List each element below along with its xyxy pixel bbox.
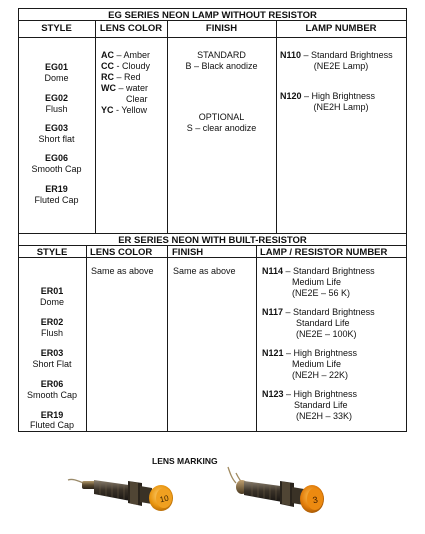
- eg-style-desc: Short flat: [38, 134, 75, 144]
- er-style-code: ER02: [40, 317, 64, 327]
- er-header-finish: FINISH: [172, 247, 204, 258]
- lens-marking-title: LENS MARKING: [152, 456, 218, 466]
- eg-style-desc: Dome: [44, 73, 69, 83]
- er-title: ER SERIES NEON WITH BUILT-RESISTOR: [118, 235, 307, 246]
- er-header-lamp: LAMP / RESISTOR NUMBER: [260, 247, 388, 258]
- eg-header-lens: LENS COLOR: [99, 23, 163, 34]
- eg-style-code: ER19: [45, 184, 68, 194]
- er-style-desc: Short Flat: [32, 359, 72, 369]
- eg-lamp-line: N110 – Standard Brightness: [280, 50, 393, 60]
- eg-lamp-sub: (NE2E Lamp): [313, 61, 369, 71]
- eg-lamp-sub: (NE2H Lamp): [313, 102, 369, 112]
- eg-style-code: EG01: [44, 62, 68, 72]
- eg-finish-optional-line: S – clear anodize: [186, 123, 257, 133]
- er-style-code: ER06: [40, 379, 64, 389]
- eg-lens-item: WC – water: [101, 83, 149, 93]
- eg-header-style: STYLE: [41, 23, 72, 34]
- eg-lens-item: YC - Yellow: [101, 105, 148, 115]
- eg-title: EG SERIES NEON LAMP WITHOUT RESISTOR: [108, 10, 317, 21]
- eg-finish-standard-title: STANDARD: [197, 50, 246, 60]
- er-style-desc: Flush: [40, 328, 63, 338]
- er-header-lens: LENS COLOR: [90, 247, 153, 258]
- er-style-code: ER03: [40, 348, 64, 358]
- er-lamp-rating: (NE2H – 33K): [296, 411, 353, 421]
- eg-style-desc: Fluted Cap: [34, 195, 79, 205]
- er-lamp-life: Standard Life: [294, 400, 348, 410]
- eg-style-code: EG03: [44, 123, 68, 133]
- eg-lens-item: RC – Red: [101, 72, 141, 82]
- er-lamp-life: Medium Life: [292, 277, 342, 287]
- er-style-code: ER01: [40, 286, 64, 296]
- eg-style-desc: Smooth Cap: [31, 164, 82, 174]
- eg-lamp-line: N120 – High Brightness: [280, 91, 376, 101]
- er-lamp-line: N114 – Standard Brightness: [262, 266, 375, 276]
- eg-lens-item: Clear: [126, 94, 148, 104]
- lamp-image-right: [222, 463, 342, 527]
- eg-finish-standard-line: B – Black anodize: [185, 61, 258, 71]
- eg-style-code: EG02: [44, 93, 68, 103]
- er-finish-text: Same as above: [173, 266, 236, 276]
- er-lamp-line: N117 – Standard Brightness: [262, 307, 375, 317]
- er-lamp-line: N121 – High Brightness: [262, 348, 358, 358]
- er-header-style: STYLE: [36, 247, 68, 258]
- eg-finish-optional-title: OPTIONAL: [198, 112, 245, 122]
- er-lamp-rating: (NE2E – 56 K): [292, 288, 351, 298]
- er-lamp-line: N123 – High Brightness: [262, 389, 358, 399]
- er-style-code: ER19: [40, 410, 64, 420]
- er-style-desc: Fluted Cap: [29, 420, 75, 430]
- lens-label-right: 3: [311, 494, 319, 506]
- er-lamp-life: Standard Life: [296, 318, 350, 328]
- lamp-image-left: [64, 466, 194, 522]
- er-lamp-rating: (NE2H – 22K): [292, 370, 349, 380]
- lens-label-left: 10: [158, 493, 170, 505]
- er-lamp-rating: (NE2E – 100K): [296, 329, 357, 339]
- er-style-desc: Smooth Cap: [26, 390, 78, 400]
- er-lamp-life: Medium Life: [292, 359, 342, 369]
- eg-style-desc: Flush: [45, 104, 68, 114]
- eg-lens-item: CC - Cloudy: [101, 61, 151, 71]
- eg-header-finish: FINISH: [205, 23, 238, 34]
- er-style-desc: Dome: [39, 297, 64, 307]
- eg-lens-item: AC – Amber: [101, 50, 151, 60]
- eg-header-lamp: LAMP NUMBER: [305, 23, 377, 34]
- eg-style-code: EG06: [44, 153, 68, 163]
- er-lens-text: Same as above: [91, 266, 154, 276]
